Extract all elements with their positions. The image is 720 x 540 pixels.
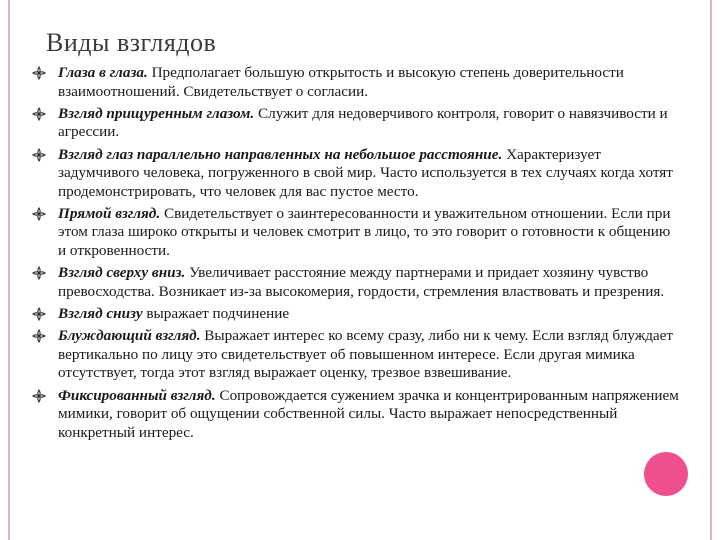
item-text: выражает подчинение — [142, 304, 290, 322]
four-petal-bullet-icon — [32, 266, 46, 280]
list-item — [28, 205, 682, 261]
item-lead: Взгляд глаз параллельно направленных на небольшое расстояние. — [58, 145, 503, 163]
list-item — [28, 105, 682, 142]
item-text: Свидетельствует о заинтересованности и уважительном отношении. Если при этом глаза широко открыты и человек смотрит в лицо, то это говорит о готовности к общению и откровенности. — [58, 204, 671, 259]
list-item — [28, 305, 682, 324]
item-lead: Блуждающий взгляд. — [58, 327, 201, 345]
item-text: Сопровождается сужением зрачка и концентрированным напряжением мимики, говорит об ощущении собственной силы. Часто выражает непосредственный конкретный интерес. — [58, 386, 679, 441]
bullet-list — [28, 64, 682, 446]
slide-title: Виды взглядов — [46, 28, 217, 57]
item-lead: Фиксированный взгляд. — [58, 386, 216, 404]
item-lead: Глаза в глаза. — [58, 64, 148, 81]
left-frame-line — [8, 0, 10, 540]
list-item — [28, 264, 682, 301]
item-lead: Взгляд сверху вниз. — [58, 264, 186, 282]
list-item — [28, 64, 682, 101]
item-text: Выражает интерес ко всему сразу, либо ни к чему. Если взгляд блуждает вертикально по лицу это свидетельствует об повышенном интересе. Если другая мимика отсутствует, тогда этот взгляд выражает оценку, трезвое взвешивание. — [58, 327, 674, 382]
right-frame-line — [710, 0, 712, 540]
four-petal-bullet-icon — [32, 389, 46, 403]
item-lead: Взгляд прищуренным глазом. — [58, 104, 255, 122]
item-lead: Взгляд снизу — [58, 304, 143, 322]
four-petal-bullet-icon — [32, 66, 46, 80]
four-petal-bullet-icon — [32, 307, 46, 321]
item-text: Служит для недоверчивого контроля, говорит о навязчивости и агрессии. — [58, 104, 668, 141]
item-lead: Прямой взгляд. — [58, 204, 161, 222]
four-petal-bullet-icon — [32, 329, 46, 343]
four-petal-bullet-icon — [32, 107, 46, 121]
four-petal-bullet-icon — [32, 207, 46, 221]
item-text: Увеличивает расстояние между партнерами и придает хозяину чувство превосходства. Возникает из-за высокомерия, гордости, стремления властвовать и презрения. — [58, 264, 665, 300]
decorative-pink-circle — [644, 452, 688, 496]
list-item — [28, 146, 682, 202]
four-petal-bullet-icon — [32, 148, 46, 162]
list-item — [28, 387, 682, 443]
item-text: Характеризует задумчивого человека, погруженного в свой мир. Часто используется в тех случаях когда хотят продемонстрировать, что человек для вас пустое место. — [58, 145, 673, 200]
item-text: Предполагает большую открытость и высокую степень доверительности взаимоотношений. Свидетельствует о согласии. — [58, 64, 624, 100]
list-item — [28, 327, 682, 383]
